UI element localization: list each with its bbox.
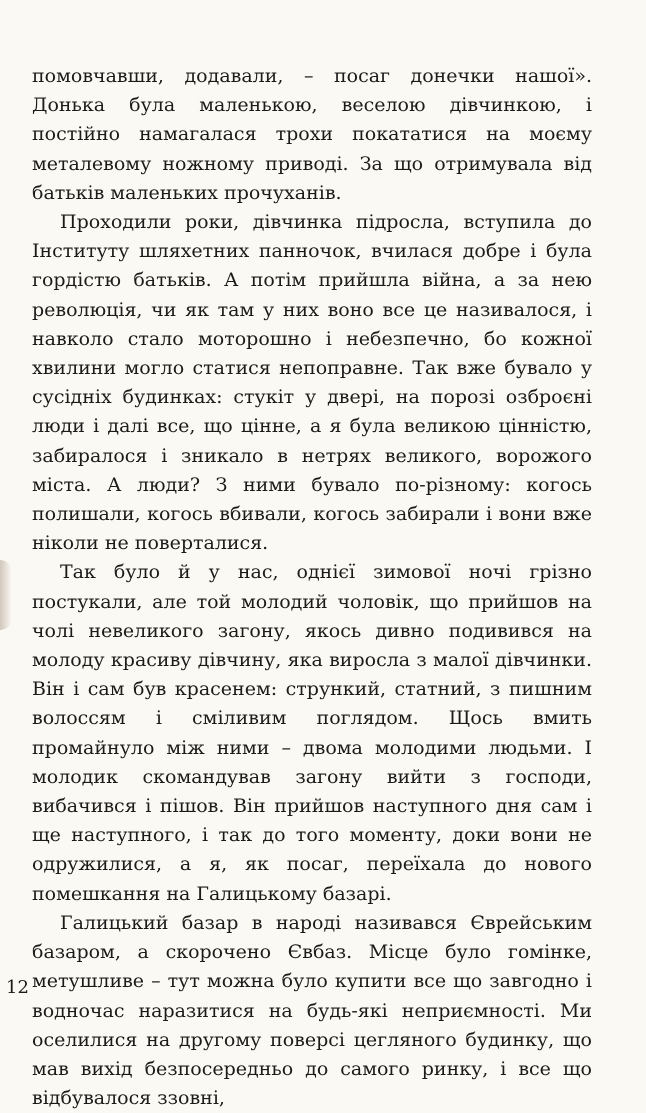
page-number: 12: [6, 977, 29, 998]
page-edge-shadow: [0, 560, 12, 630]
paragraph-2: Проходили роки, дівчинка підросла, вступила до Інституту шляхетних панночок, вчилася добре і була гордістю батьків. А потім прийшла війна, а за нею революція, чи як там у них воно все це називалося, і навколо стало моторошно і небезпечно, бо кожної хвилини могло статися непоправне. Так вже бувало у сусідніх будинках: стукіт у двері, на порозі озброєні люди і далі все, що цінне, а я була великою цінністю, забиралося і зникало в нетрях великого, ворожого міста. А люди? З ними бувало по-різному: когось полишали, когось вбивали, когось забирали і вони вже ніколи не поверталися.: [32, 211, 592, 555]
paragraph-4: Галицький базар в народі називався Єврейським базаром, а скорочено Євбаз. Місце було гомінке, метушливе – тут можна було купити все що завгодно і водночас наразитися на будь-які неприємності. Ми оселилися на другому поверсі цегляного будинку, що мав вихід безпосередньо до самого ринку, і все що відбувалося ззовні,: [32, 911, 592, 1110]
body-text: [32, 62, 592, 1113]
paragraph-1: помовчавши, додавали, – посаг донечки нашої». Донька була маленькою, веселою дівчинкою, і постійно намагалася трохи покататися на моєму металевому ножному приводі. За що отримувала від батьків маленьких прочуханів.: [32, 65, 592, 204]
paragraph-3: Так було й у нас, однієї зимової ночі грізно постукали, але той молодий чоловік, що прийшов на чолі невеликого загону, якось дивно подивився на молоду красиву дівчину, яка виросла з малої дівчинки. Він і сам був красенем: стрункий, статний, з пишним волоссям і сміливим поглядом. Щось вмить промайнуло між ними – двома молодими людьми. І молодик скомандував загону вийти з господи, вибачився і пішов. Він прийшов наступного дня сам і ще наступного, і так до того моменту, доки вони не одружилися, а я, як посаг, переїхала до нового помешкання на Галицькому базарі.: [32, 561, 592, 905]
